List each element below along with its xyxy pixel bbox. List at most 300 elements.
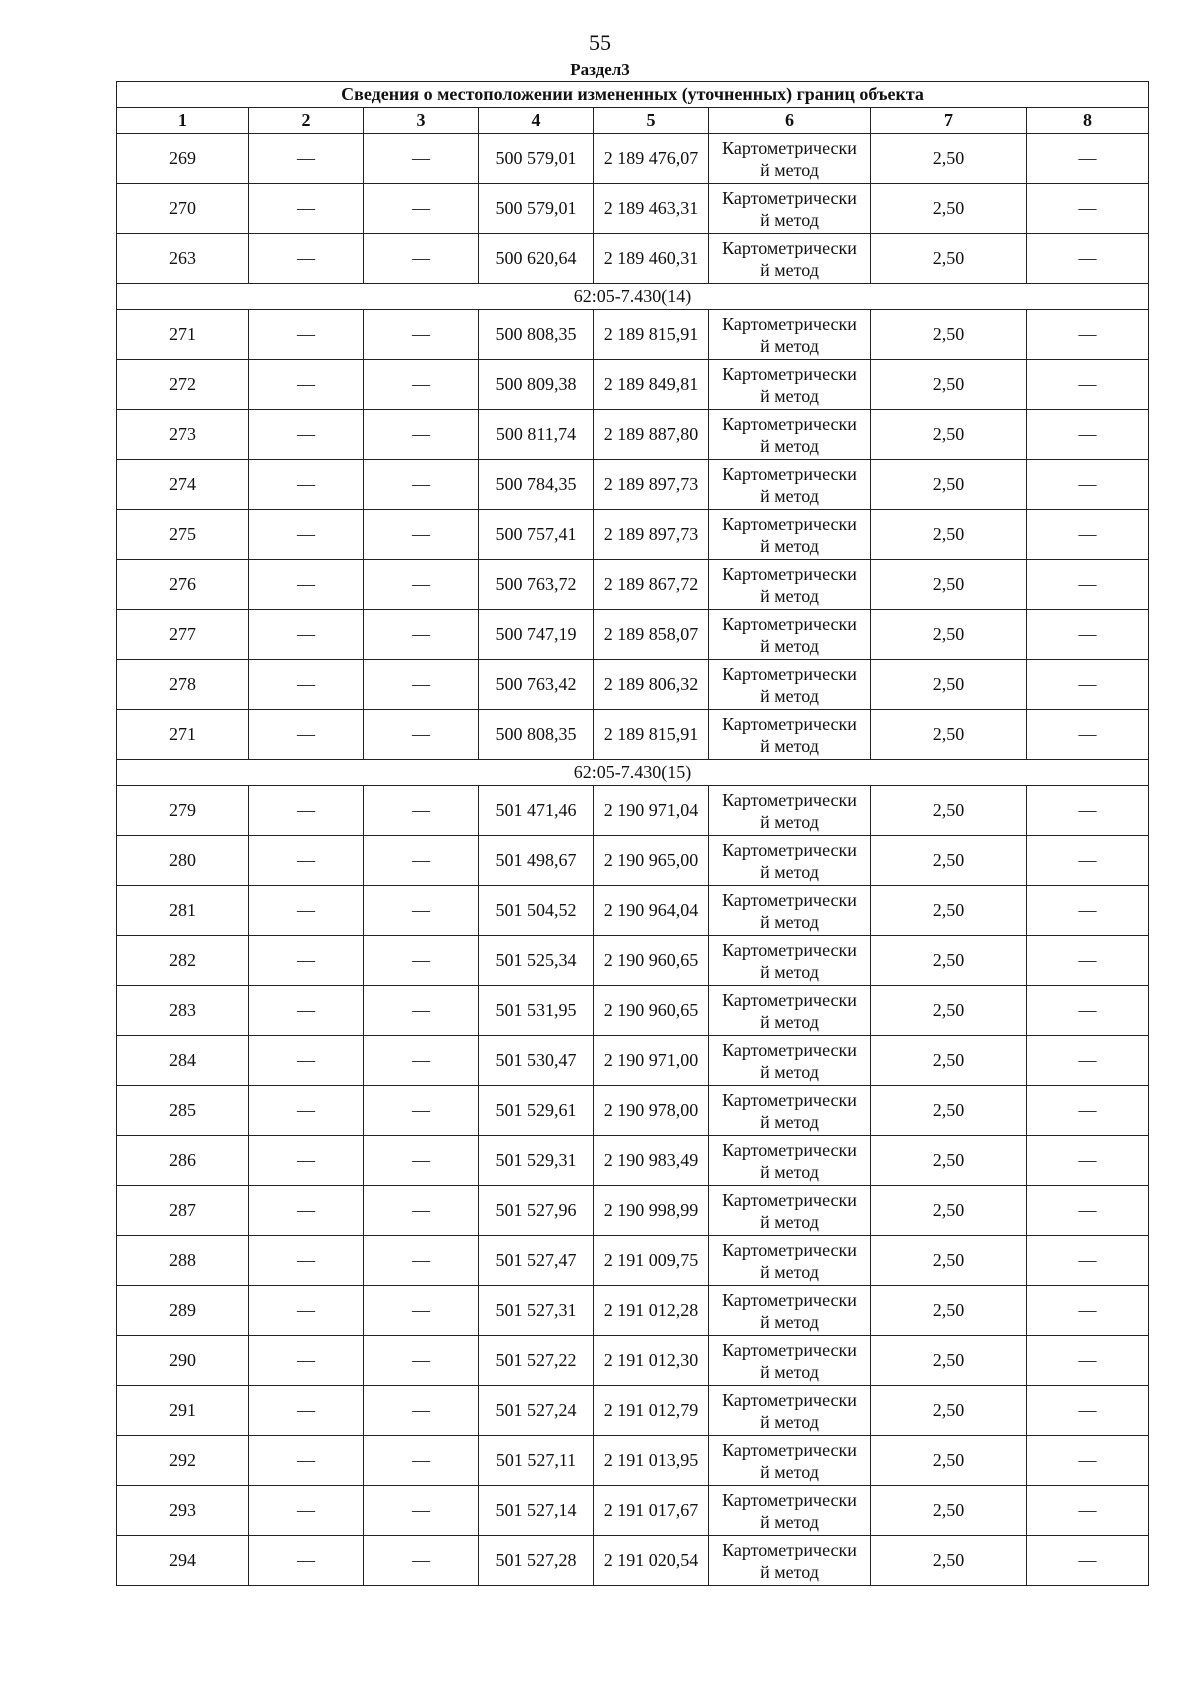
column-header: 7 [871,108,1027,134]
method-text-line1: Картометрически [722,663,857,684]
x-coordinate-cell: 501 531,95 [479,986,594,1036]
empty-dash-cell: — [364,1386,479,1436]
x-coordinate-cell: 501 529,61 [479,1086,594,1136]
x-coordinate-cell: 501 527,31 [479,1286,594,1336]
empty-dash-cell: — [249,1286,364,1336]
empty-dash-cell: — [1027,410,1149,460]
method-text-line2: й метод [760,1111,819,1132]
accuracy-cell: 2,50 [871,1286,1027,1336]
table-row [117,1536,1149,1586]
empty-dash-cell: — [249,836,364,886]
method-text-line2: й метод [760,1311,819,1332]
empty-dash-cell: — [364,310,479,360]
accuracy-cell: 2,50 [871,1236,1027,1286]
empty-dash-cell: — [249,1136,364,1186]
group-label: 62:05-7.430(14) [117,284,1149,310]
method-text-line1: Картометрически [722,413,857,434]
accuracy-cell: 2,50 [871,1136,1027,1186]
empty-dash-cell: — [1027,310,1149,360]
method-text-line2: й метод [760,385,819,406]
y-coordinate-cell: 2 190 983,49 [594,1136,709,1186]
y-coordinate-cell: 2 191 013,95 [594,1436,709,1486]
y-coordinate-cell: 2 191 009,75 [594,1236,709,1286]
x-coordinate-cell: 501 471,46 [479,786,594,836]
point-number-cell: 276 [117,560,249,610]
table-row [117,410,1149,460]
point-number-cell: 275 [117,510,249,560]
method-text-line1: Картометрически [722,1039,857,1060]
column-header: 3 [364,108,479,134]
point-number-cell: 287 [117,1186,249,1236]
empty-dash-cell: — [364,1186,479,1236]
table-row [117,234,1149,284]
y-coordinate-cell: 2 189 849,81 [594,360,709,410]
method-text-line2: й метод [760,1511,819,1532]
y-coordinate-cell: 2 190 964,04 [594,886,709,936]
method-cell [709,710,871,760]
empty-dash-cell: — [249,360,364,410]
accuracy-cell: 2,50 [871,1086,1027,1136]
method-text-line2: й метод [760,1161,819,1182]
method-text-line1: Картометрически [722,363,857,384]
table-row [117,836,1149,886]
table-row [117,1436,1149,1486]
y-coordinate-cell: 2 190 960,65 [594,936,709,986]
method-text-line1: Картометрически [722,989,857,1010]
method-cell [709,660,871,710]
method-cell [709,1536,871,1586]
column-header: 4 [479,108,594,134]
empty-dash-cell: — [1027,560,1149,610]
table-row [117,986,1149,1036]
empty-dash-cell: — [249,1236,364,1286]
x-coordinate-cell: 501 527,47 [479,1236,594,1286]
x-coordinate-cell: 501 527,14 [479,1486,594,1536]
empty-dash-cell: — [249,184,364,234]
accuracy-cell: 2,50 [871,184,1027,234]
empty-dash-cell: — [1027,986,1149,1036]
empty-dash-cell: — [364,986,479,1036]
table-row [117,560,1149,610]
table-row [117,886,1149,936]
empty-dash-cell: — [249,1336,364,1386]
point-number-cell: 283 [117,986,249,1036]
point-number-cell: 277 [117,610,249,660]
method-text-line1: Картометрически [722,1439,857,1460]
method-cell [709,184,871,234]
coordinates-table [116,81,1149,1586]
table-row [117,1186,1149,1236]
accuracy-cell: 2,50 [871,710,1027,760]
table-row [117,360,1149,410]
empty-dash-cell: — [249,886,364,936]
y-coordinate-cell: 2 189 460,31 [594,234,709,284]
column-header: 2 [249,108,364,134]
point-number-cell: 289 [117,1286,249,1336]
method-cell [709,1236,871,1286]
table-row [117,936,1149,986]
method-text-line2: й метод [760,435,819,456]
method-cell [709,1186,871,1236]
point-number-cell: 279 [117,786,249,836]
y-coordinate-cell: 2 190 971,00 [594,1036,709,1086]
accuracy-cell: 2,50 [871,134,1027,184]
x-coordinate-cell: 501 527,28 [479,1536,594,1586]
empty-dash-cell: — [1027,1036,1149,1086]
empty-dash-cell: — [1027,1386,1149,1436]
method-cell [709,134,871,184]
empty-dash-cell: — [249,1486,364,1536]
method-cell [709,986,871,1036]
empty-dash-cell: — [364,360,479,410]
group-label: 62:05-7.430(15) [117,760,1149,786]
point-number-cell: 273 [117,410,249,460]
accuracy-cell: 2,50 [871,1186,1027,1236]
empty-dash-cell: — [249,510,364,560]
accuracy-cell: 2,50 [871,836,1027,886]
empty-dash-cell: — [249,710,364,760]
x-coordinate-cell: 501 525,34 [479,936,594,986]
point-number-cell: 291 [117,1386,249,1436]
method-text-line2: й метод [760,1211,819,1232]
method-text-line1: Картометрически [722,1089,857,1110]
point-number-cell: 270 [117,184,249,234]
point-number-cell: 269 [117,134,249,184]
point-number-cell: 290 [117,1336,249,1386]
method-cell [709,886,871,936]
method-text-line1: Картометрически [722,1539,857,1560]
y-coordinate-cell: 2 189 815,91 [594,710,709,760]
empty-dash-cell: — [249,1436,364,1486]
empty-dash-cell: — [1027,1436,1149,1486]
x-coordinate-cell: 501 527,24 [479,1386,594,1436]
empty-dash-cell: — [249,1386,364,1436]
empty-dash-cell: — [1027,134,1149,184]
method-text-line1: Картометрически [722,563,857,584]
point-number-cell: 293 [117,1486,249,1536]
empty-dash-cell: — [1027,836,1149,886]
point-number-cell: 285 [117,1086,249,1136]
table-row [117,1086,1149,1136]
method-cell [709,560,871,610]
empty-dash-cell: — [364,1436,479,1486]
empty-dash-cell: — [364,1086,479,1136]
x-coordinate-cell: 500 763,72 [479,560,594,610]
method-text-line2: й метод [760,159,819,180]
y-coordinate-cell: 2 190 960,65 [594,986,709,1036]
method-cell [709,510,871,560]
method-cell [709,610,871,660]
y-coordinate-cell: 2 189 897,73 [594,510,709,560]
accuracy-cell: 2,50 [871,234,1027,284]
x-coordinate-cell: 501 504,52 [479,886,594,936]
empty-dash-cell: — [364,1336,479,1386]
empty-dash-cell: — [364,1536,479,1586]
empty-dash-cell: — [364,1486,479,1536]
accuracy-cell: 2,50 [871,1036,1027,1086]
method-text-line2: й метод [760,1061,819,1082]
accuracy-cell: 2,50 [871,886,1027,936]
accuracy-cell: 2,50 [871,310,1027,360]
method-text-line1: Картометрически [722,187,857,208]
empty-dash-cell: — [364,134,479,184]
accuracy-cell: 2,50 [871,510,1027,560]
table-row [117,1136,1149,1186]
x-coordinate-cell: 500 579,01 [479,184,594,234]
x-coordinate-cell: 500 811,74 [479,410,594,460]
empty-dash-cell: — [1027,460,1149,510]
empty-dash-cell: — [249,1186,364,1236]
column-header: 5 [594,108,709,134]
empty-dash-cell: — [249,1036,364,1086]
point-number-cell: 281 [117,886,249,936]
empty-dash-cell: — [249,1536,364,1586]
method-cell [709,234,871,284]
y-coordinate-cell: 2 189 815,91 [594,310,709,360]
method-text-line1: Картометрически [722,1139,857,1160]
column-header: 1 [117,108,249,134]
method-text-line1: Картометрически [722,613,857,634]
x-coordinate-cell: 501 498,67 [479,836,594,886]
point-number-cell: 280 [117,836,249,886]
method-text-line1: Картометрически [722,237,857,258]
y-coordinate-cell: 2 191 012,30 [594,1336,709,1386]
method-text-line1: Картометрически [722,1239,857,1260]
empty-dash-cell: — [1027,1086,1149,1136]
method-text-line2: й метод [760,259,819,280]
empty-dash-cell: — [1027,1286,1149,1336]
empty-dash-cell: — [1027,1336,1149,1386]
empty-dash-cell: — [364,1036,479,1086]
y-coordinate-cell: 2 189 858,07 [594,610,709,660]
empty-dash-cell: — [249,134,364,184]
accuracy-cell: 2,50 [871,1486,1027,1536]
empty-dash-cell: — [364,786,479,836]
table-row [117,1286,1149,1336]
x-coordinate-cell: 500 808,35 [479,310,594,360]
accuracy-cell: 2,50 [871,1336,1027,1386]
empty-dash-cell: — [364,886,479,936]
method-text-line2: й метод [760,1461,819,1482]
method-text-line1: Картометрически [722,137,857,158]
method-cell [709,836,871,886]
empty-dash-cell: — [364,234,479,284]
empty-dash-cell: — [1027,1236,1149,1286]
method-cell [709,936,871,986]
method-text-line2: й метод [760,485,819,506]
method-cell [709,1286,871,1336]
empty-dash-cell: — [1027,234,1149,284]
point-number-cell: 288 [117,1236,249,1286]
method-text-line2: й метод [760,811,819,832]
method-cell [709,786,871,836]
point-number-cell: 271 [117,710,249,760]
method-cell [709,410,871,460]
y-coordinate-cell: 2 191 012,79 [594,1386,709,1436]
accuracy-cell: 2,50 [871,936,1027,986]
accuracy-cell: 2,50 [871,410,1027,460]
empty-dash-cell: — [249,460,364,510]
empty-dash-cell: — [1027,660,1149,710]
method-text-line2: й метод [760,335,819,356]
y-coordinate-cell: 2 189 867,72 [594,560,709,610]
point-number-cell: 278 [117,660,249,710]
empty-dash-cell: — [364,560,479,610]
method-text-line2: й метод [760,209,819,230]
accuracy-cell: 2,50 [871,560,1027,610]
table-row [117,510,1149,560]
x-coordinate-cell: 500 809,38 [479,360,594,410]
y-coordinate-cell: 2 189 806,32 [594,660,709,710]
empty-dash-cell: — [1027,1486,1149,1536]
table-row [117,660,1149,710]
table-row [117,460,1149,510]
method-cell [709,1336,871,1386]
method-text-line1: Картометрически [722,313,857,334]
y-coordinate-cell: 2 190 978,00 [594,1086,709,1136]
empty-dash-cell: — [249,1086,364,1136]
method-cell [709,1386,871,1436]
point-number-cell: 284 [117,1036,249,1086]
point-number-cell: 274 [117,460,249,510]
x-coordinate-cell: 501 529,31 [479,1136,594,1186]
method-text-line1: Картометрически [722,789,857,810]
method-text-line2: й метод [760,535,819,556]
group-header-row [117,284,1149,310]
x-coordinate-cell: 501 530,47 [479,1036,594,1086]
method-text-line1: Картометрически [722,463,857,484]
method-text-line2: й метод [760,735,819,756]
empty-dash-cell: — [1027,610,1149,660]
y-coordinate-cell: 2 189 463,31 [594,184,709,234]
x-coordinate-cell: 501 527,22 [479,1336,594,1386]
method-text-line1: Картометрически [722,839,857,860]
empty-dash-cell: — [364,1286,479,1336]
x-coordinate-cell: 500 757,41 [479,510,594,560]
empty-dash-cell: — [1027,510,1149,560]
empty-dash-cell: — [249,410,364,460]
table-row [117,610,1149,660]
accuracy-cell: 2,50 [871,786,1027,836]
x-coordinate-cell: 500 579,01 [479,134,594,184]
empty-dash-cell: — [364,660,479,710]
method-cell [709,1086,871,1136]
empty-dash-cell: — [1027,1186,1149,1236]
empty-dash-cell: — [364,610,479,660]
table-row [117,1036,1149,1086]
empty-dash-cell: — [364,1136,479,1186]
empty-dash-cell: — [1027,936,1149,986]
x-coordinate-cell: 501 527,96 [479,1186,594,1236]
y-coordinate-cell: 2 189 887,80 [594,410,709,460]
method-text-line1: Картометрически [722,1489,857,1510]
point-number-cell: 292 [117,1436,249,1486]
empty-dash-cell: — [364,936,479,986]
method-cell [709,360,871,410]
y-coordinate-cell: 2 191 012,28 [594,1286,709,1336]
y-coordinate-cell: 2 191 020,54 [594,1536,709,1586]
x-coordinate-cell: 501 527,11 [479,1436,594,1486]
accuracy-cell: 2,50 [871,986,1027,1036]
table-row [117,310,1149,360]
method-cell [709,1486,871,1536]
method-text-line2: й метод [760,685,819,706]
x-coordinate-cell: 500 620,64 [479,234,594,284]
table-row [117,710,1149,760]
method-text-line1: Картометрически [722,889,857,910]
y-coordinate-cell: 2 189 897,73 [594,460,709,510]
empty-dash-cell: — [1027,886,1149,936]
empty-dash-cell: — [1027,710,1149,760]
method-text-line2: й метод [760,1411,819,1432]
column-header: 6 [709,108,871,134]
method-text-line1: Картометрически [722,713,857,734]
y-coordinate-cell: 2 190 965,00 [594,836,709,886]
table-title: Сведения о местоположении измененных (уточненных) границ объекта [117,82,1149,108]
empty-dash-cell: — [249,234,364,284]
method-text-line2: й метод [760,911,819,932]
x-coordinate-cell: 500 763,42 [479,660,594,710]
empty-dash-cell: — [1027,360,1149,410]
empty-dash-cell: — [249,786,364,836]
method-text-line2: й метод [760,1011,819,1032]
accuracy-cell: 2,50 [871,360,1027,410]
empty-dash-cell: — [364,184,479,234]
method-text-line2: й метод [760,961,819,982]
x-coordinate-cell: 500 747,19 [479,610,594,660]
method-cell [709,460,871,510]
point-number-cell: 272 [117,360,249,410]
method-text-line1: Картометрически [722,1189,857,1210]
point-number-cell: 271 [117,310,249,360]
column-header: 8 [1027,108,1149,134]
empty-dash-cell: — [364,460,479,510]
method-cell [709,1436,871,1486]
method-text-line1: Картометрически [722,939,857,960]
method-text-line2: й метод [760,1561,819,1582]
point-number-cell: 282 [117,936,249,986]
y-coordinate-cell: 2 190 998,99 [594,1186,709,1236]
header-row [117,108,1149,134]
accuracy-cell: 2,50 [871,1436,1027,1486]
empty-dash-cell: — [249,610,364,660]
method-text-line2: й метод [760,1261,819,1282]
table-row [117,134,1149,184]
group-header-row [117,760,1149,786]
point-number-cell: 263 [117,234,249,284]
method-text-line1: Картометрически [722,1339,857,1360]
empty-dash-cell: — [249,936,364,986]
method-cell [709,310,871,360]
empty-dash-cell: — [364,836,479,886]
x-coordinate-cell: 500 784,35 [479,460,594,510]
method-text-line2: й метод [760,635,819,656]
empty-dash-cell: — [1027,1536,1149,1586]
accuracy-cell: 2,50 [871,660,1027,710]
empty-dash-cell: — [249,310,364,360]
point-number-cell: 294 [117,1536,249,1586]
empty-dash-cell: — [1027,184,1149,234]
table-row [117,1486,1149,1536]
method-cell [709,1036,871,1086]
page-number: 55 [589,30,611,55]
empty-dash-cell: — [364,1236,479,1286]
accuracy-cell: 2,50 [871,1536,1027,1586]
method-text-line2: й метод [760,585,819,606]
empty-dash-cell: — [249,986,364,1036]
table-row [117,1336,1149,1386]
x-coordinate-cell: 500 808,35 [479,710,594,760]
